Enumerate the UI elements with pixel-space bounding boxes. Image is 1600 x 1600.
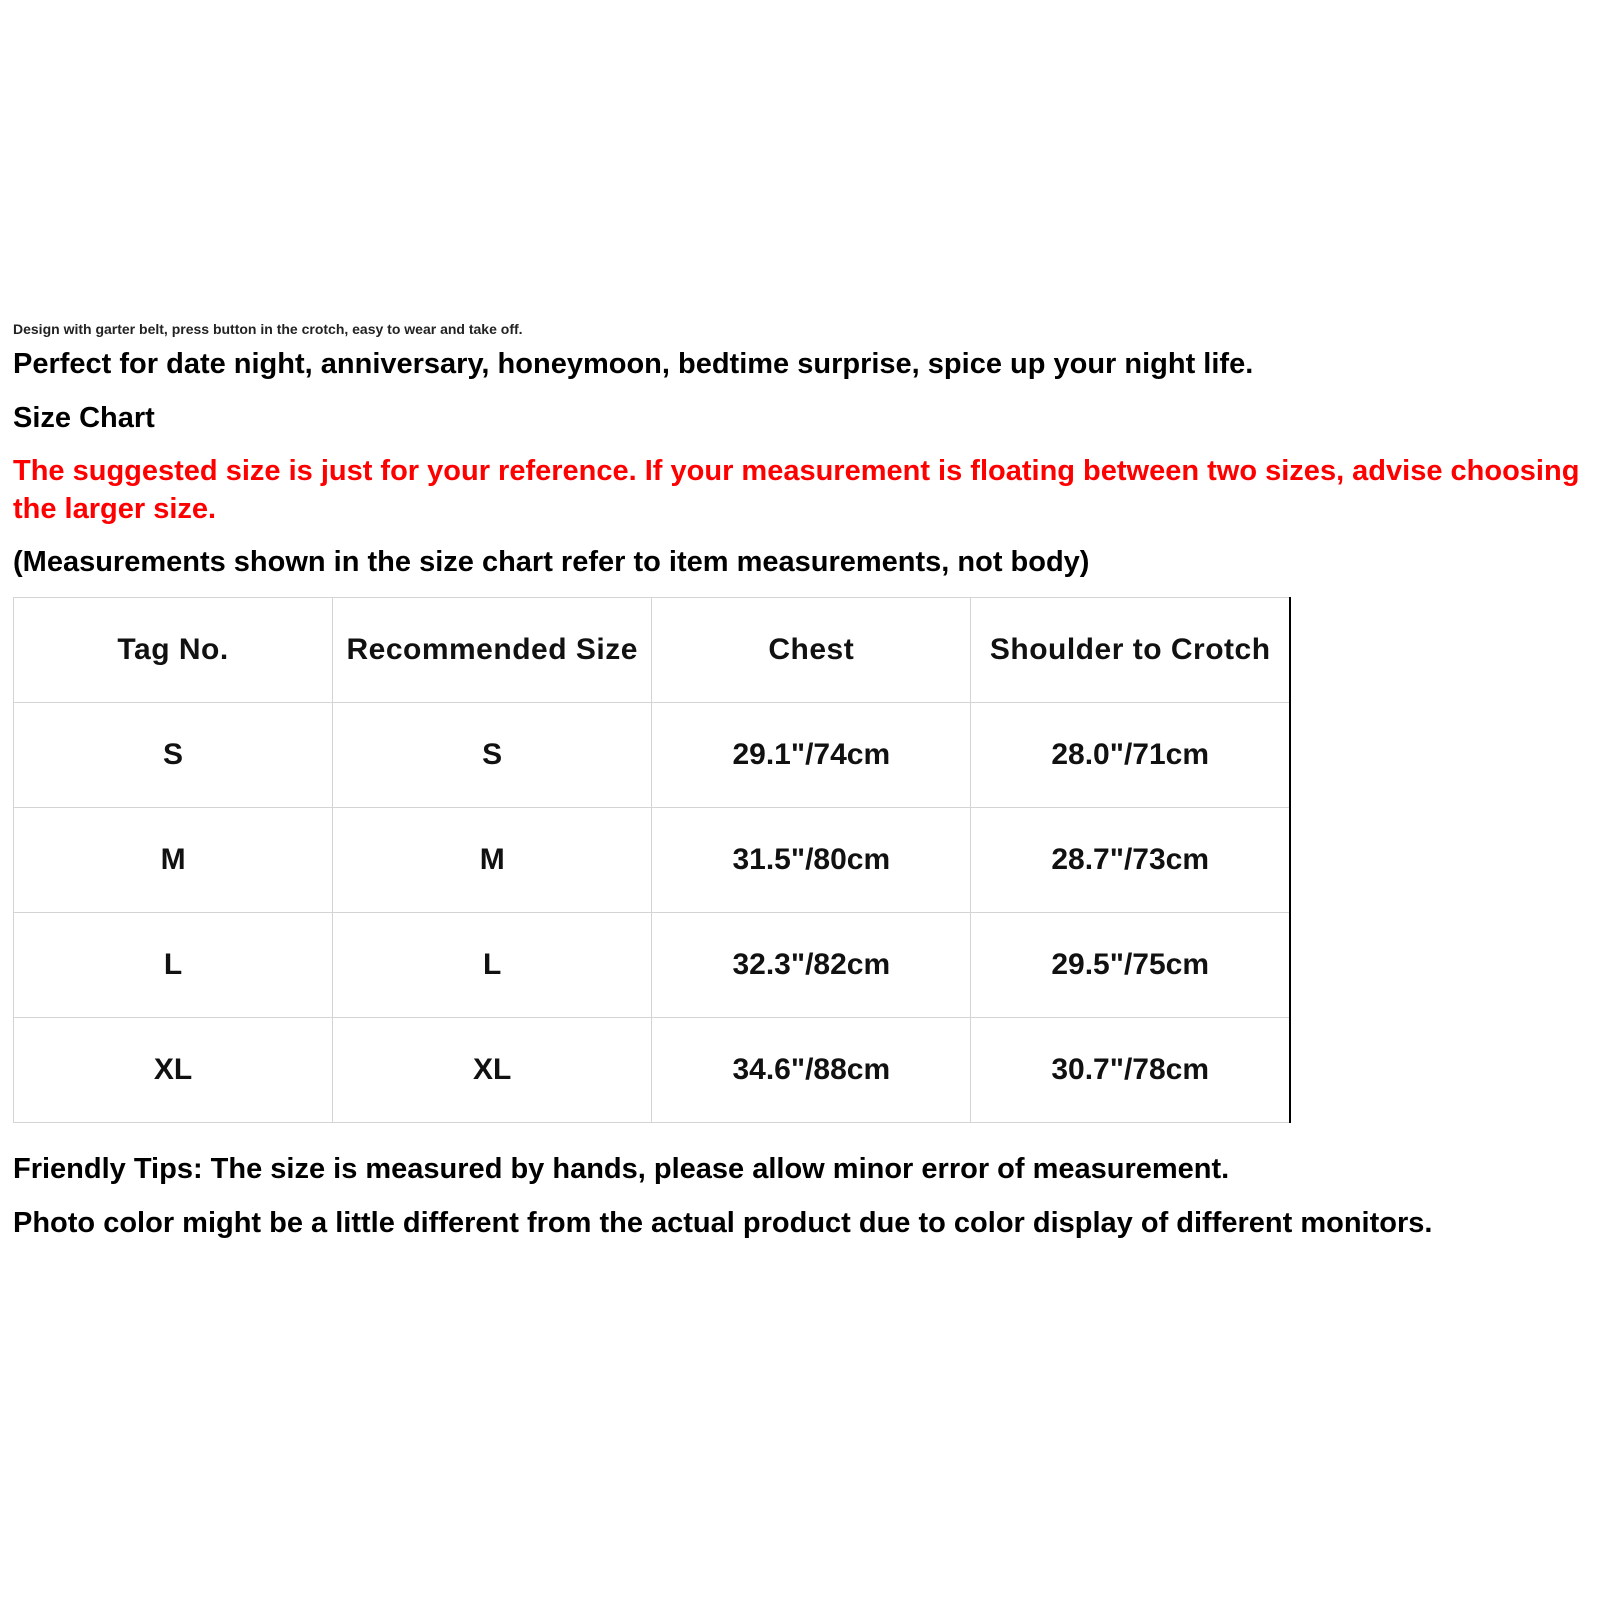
cell-shoulder-to-crotch: 29.5"/75cm bbox=[971, 913, 1290, 1018]
header-recommended-size: Recommended Size bbox=[333, 598, 652, 703]
cell-chest: 29.1"/74cm bbox=[652, 703, 971, 808]
cell-shoulder-to-crotch: 28.7"/73cm bbox=[971, 808, 1290, 913]
cell-shoulder-to-crotch: 28.0"/71cm bbox=[971, 703, 1290, 808]
table-row bbox=[14, 808, 1291, 913]
header-chest: Chest bbox=[652, 598, 971, 703]
photo-color-note: Photo color might be a little different from the actual product due to color display of different monitors. bbox=[13, 1207, 1433, 1239]
friendly-tips-text: Friendly Tips: The size is measured by hands, please allow minor error of measurement. bbox=[13, 1153, 1230, 1185]
cell-tag-no: XL bbox=[14, 1018, 333, 1123]
size-chart-heading: Size Chart bbox=[13, 402, 155, 434]
size-chart-table bbox=[13, 597, 1291, 1123]
cell-tag-no: L bbox=[14, 913, 333, 1018]
measurement-note: (Measurements shown in the size chart refer to item measurements, not body) bbox=[13, 546, 1090, 578]
header-shoulder-to-crotch: Shoulder to Crotch bbox=[971, 598, 1290, 703]
cell-tag-no: M bbox=[14, 808, 333, 913]
cell-recommended-size: L bbox=[333, 913, 652, 1018]
cell-recommended-size: XL bbox=[333, 1018, 652, 1123]
truncated-intro-text: Design with garter belt, press button in the crotch, easy to wear and take off. bbox=[13, 321, 523, 337]
cell-chest: 34.6"/88cm bbox=[652, 1018, 971, 1123]
cell-shoulder-to-crotch: 30.7"/78cm bbox=[971, 1018, 1290, 1123]
table-row bbox=[14, 913, 1291, 1018]
size-suggestion-warning: The suggested size is just for your reference. If your measurement is floating between two sizes, advise choosing the larger size. bbox=[13, 455, 1580, 525]
table-header-row bbox=[14, 598, 1291, 703]
cell-recommended-size: S bbox=[333, 703, 652, 808]
header-tag-no: Tag No. bbox=[14, 598, 333, 703]
cell-recommended-size: M bbox=[333, 808, 652, 913]
table-row bbox=[14, 703, 1291, 808]
perfect-for-text: Perfect for date night, anniversary, honeymoon, bedtime surprise, spice up your night life. bbox=[13, 348, 1254, 380]
cell-chest: 31.5"/80cm bbox=[652, 808, 971, 913]
table-row bbox=[14, 1018, 1291, 1123]
cell-chest: 32.3"/82cm bbox=[652, 913, 971, 1018]
truncated-intro-line bbox=[13, 321, 553, 338]
cell-tag-no: S bbox=[14, 703, 333, 808]
